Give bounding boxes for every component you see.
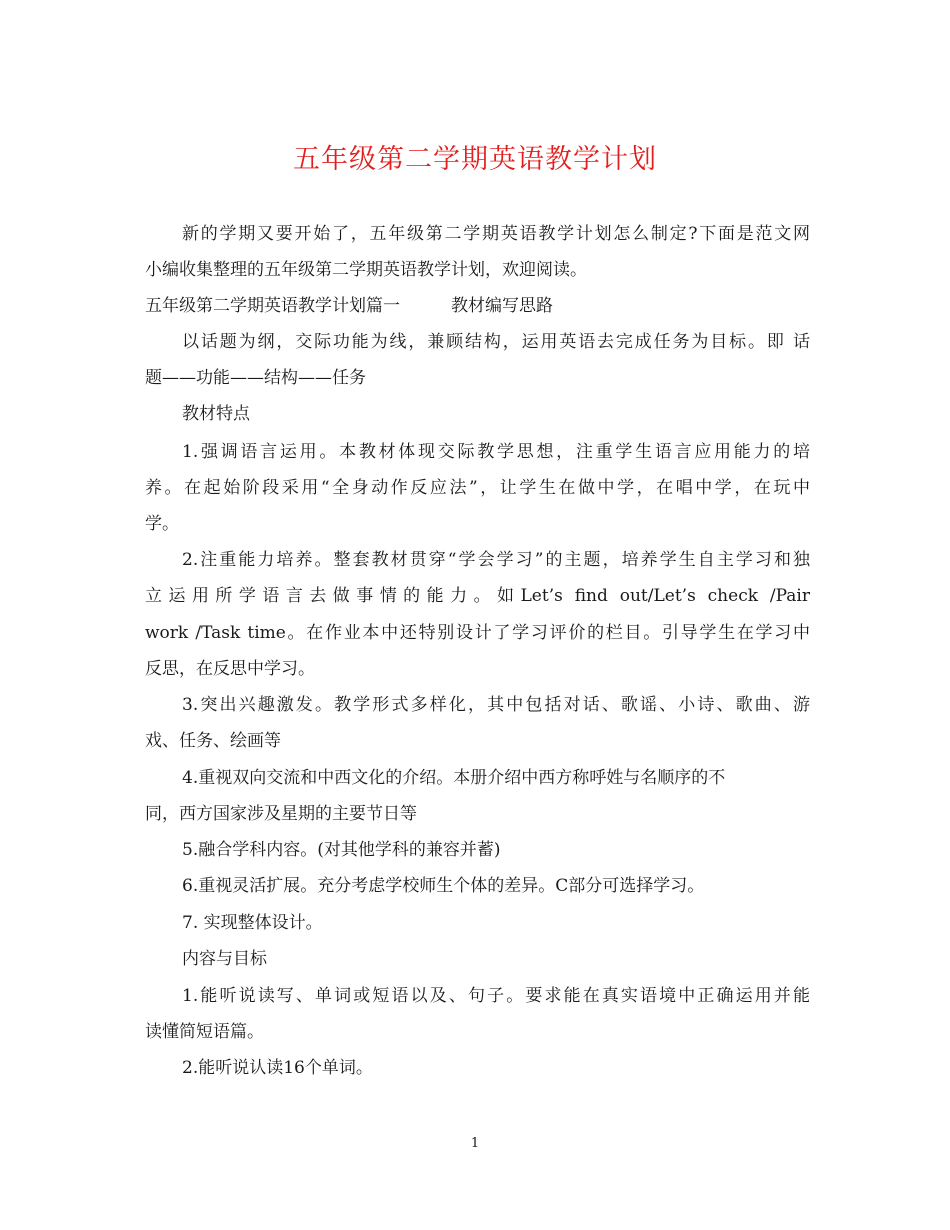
paragraph-line: 1.能听说读写、单词或短语以及、句子。要求能在真实语境中正确运用并能 [182, 986, 810, 1006]
paragraph-line: 学。 [145, 514, 179, 534]
paragraph-line: 2.能听说认读16个单词。 [182, 1058, 373, 1078]
paragraph-line: 同，西方国家涉及星期的主要节日等 [145, 804, 417, 824]
paragraph-line: 3.突出兴趣激发。教学形式多样化，其中包括对话、歌谣、小诗、歌曲、游 [182, 695, 810, 715]
paragraph-line: 题——功能——结构——任务 [145, 368, 366, 388]
paragraph-line: 4.重视双向交流和中西文化的介绍。本册介绍中西方称呼姓与名顺序的不 [182, 768, 726, 788]
paragraph-line: 新的学期又要开始了，五年级第二学期英语教学计划怎么制定?下面是范文网 [182, 224, 810, 244]
paragraph-line: 2.注重能力培养。整套教材贯穿“学会学习”的主题，培养学生自主学习和独 [182, 550, 810, 570]
paragraph-line: 小编收集整理的五年级第二学期英语教学计划，欢迎阅读。 [145, 260, 587, 280]
paragraph-line: 以话题为纲，交际功能为线，兼顾结构，运用英语去完成任务为目标。即 话 [182, 332, 810, 352]
paragraph-line: work /Task time。在作业本中还特别设计了学习评价的栏目。引导学生在学习中 [145, 623, 810, 643]
section-heading: 五年级第二学期英语教学计划篇一 教材编写思路 [145, 296, 553, 316]
page-number: 1 [470, 1136, 480, 1151]
paragraph-line: 6.重视灵活扩展。充分考虑学校师生个体的差异。C部分可选择学习。 [182, 876, 705, 896]
paragraph-line: 戏、任务、绘画等 [145, 731, 281, 751]
paragraph-line: 立运用所学语言去做事情的能力。如Let’s find out/Let’s check /Pair [145, 586, 810, 606]
paragraph-line: 1.强调语言运用。本教材体现交际教学思想，注重学生语言应用能力的培 [182, 442, 810, 462]
section-heading: 教材特点 [182, 404, 250, 424]
paragraph-line: 7. 实现整体设计。 [182, 913, 323, 933]
paragraph-line: 养。在起始阶段采用“全身动作反应法”，让学生在做中学，在唱中学，在玩中 [145, 478, 810, 498]
section-heading: 内容与目标 [182, 949, 267, 969]
document-title: 五年级第二学期英语教学计划 [293, 144, 657, 175]
paragraph-line: 反思，在反思中学习。 [145, 659, 315, 679]
paragraph-line: 5.融合学科内容。(对其他学科的兼容并蓄) [182, 840, 501, 860]
paragraph-line: 读懂简短语篇。 [145, 1022, 264, 1042]
